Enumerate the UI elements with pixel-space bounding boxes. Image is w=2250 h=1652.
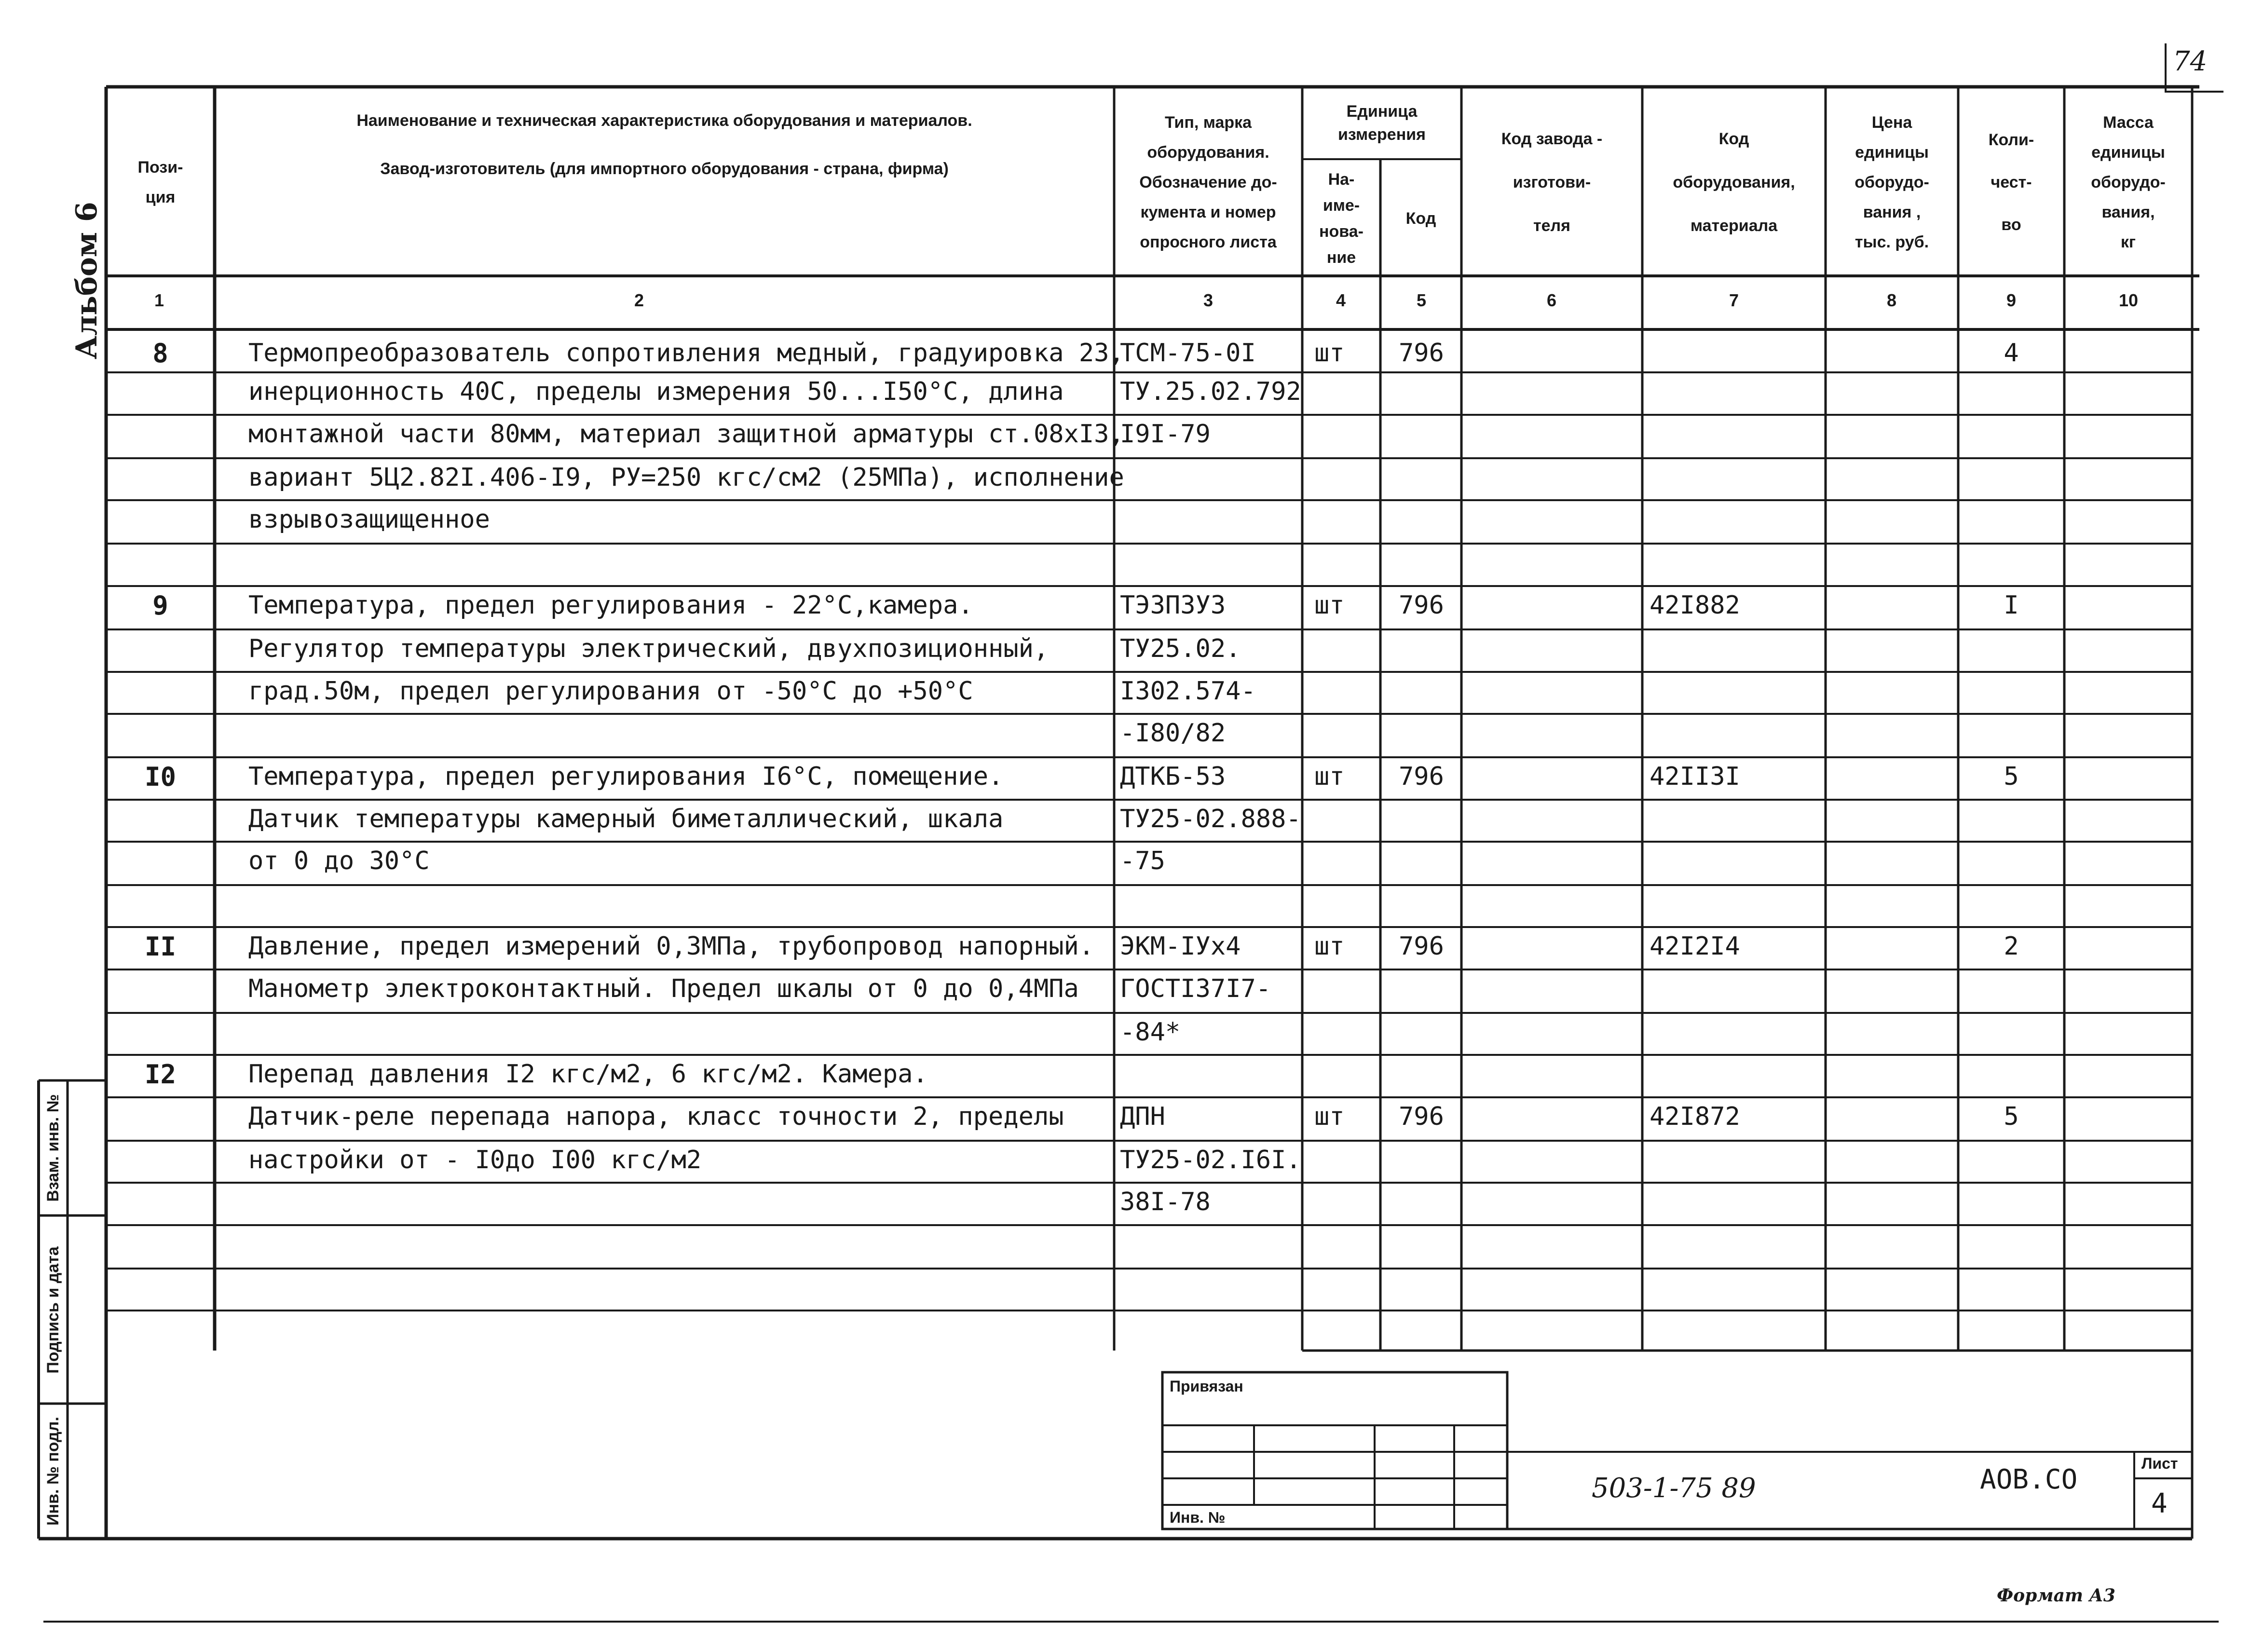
cell-type: -I80/82: [1120, 719, 1226, 748]
cell-code: 796: [1399, 591, 1444, 620]
header-name: Наименование и техническая характеристика оборудования и материалов. Завод-изготовитель (для импортного оборудования - страна, фирма): [356, 111, 972, 178]
header-quantity: Коли- чест- во: [1988, 130, 2034, 234]
cell-qty: 5: [2004, 762, 2019, 791]
col-number: 1: [154, 290, 164, 310]
cell-type: 38I-78: [1120, 1188, 1211, 1216]
inv-number-label: Инв. №: [1170, 1509, 1226, 1526]
header-unit-name: На- име- нова- ние: [1319, 170, 1364, 267]
header-equipment-code: Код оборудования, материала: [1673, 129, 1795, 235]
cell-unit: шт: [1314, 762, 1345, 791]
cell-type: ТУ25-02.888-: [1120, 805, 1301, 833]
cell-qty: 5: [2004, 1102, 2019, 1131]
col-number: 2: [634, 290, 644, 310]
cell-unit: шт: [1314, 932, 1345, 961]
cell-type: ТЭЗПЗУ3: [1120, 591, 1226, 620]
cell-pos: I2: [144, 1059, 177, 1090]
cell-type: ТСМ-75-0I: [1120, 339, 1256, 368]
cell-pos: 9: [152, 590, 168, 621]
cell-unit: шт: [1314, 1102, 1345, 1131]
col-number: 10: [2119, 290, 2139, 310]
cell-type: ТУ.25.02.792: [1120, 377, 1301, 406]
cell-name: монтажной части 80мм, материал защитной арматуры ст.08хI3,: [248, 420, 1124, 449]
col-number: 5: [1417, 290, 1427, 310]
cell-type: ЭКМ-IУх4: [1120, 932, 1241, 961]
cell-qty: 2: [2004, 932, 2019, 961]
cell-name: Давление, предел измерений 0,3МПа, трубопровод напорный.: [248, 932, 1094, 961]
header-unit-group: Единица измерения: [1338, 102, 1426, 144]
cell-type: -75: [1120, 846, 1165, 875]
header-mass: Масса единицы оборудо- вания, кг: [2091, 113, 2166, 251]
cell-type: I9I-79: [1120, 420, 1211, 449]
col-number: 8: [1887, 290, 1897, 310]
cell-qty: 4: [2004, 339, 2019, 368]
cell-code: 796: [1399, 339, 1444, 368]
document-code: АОВ.СО: [1980, 1464, 2078, 1495]
cell-type: ТУ25-02.I6I.: [1120, 1146, 1301, 1174]
document-number: 503-1-75 89: [1592, 1473, 1756, 1504]
cell-name: взрывозащищенное: [248, 505, 490, 534]
cell-code: 796: [1399, 932, 1444, 961]
cell-pos: I0: [144, 762, 177, 792]
col-number: 7: [1729, 290, 1739, 310]
cell-code: 796: [1399, 1102, 1444, 1131]
cell-type: ТУ25.02.: [1120, 634, 1241, 663]
col-number: 9: [2006, 290, 2017, 310]
cell-pos: II: [144, 931, 177, 962]
cell-type: -84*: [1120, 1018, 1181, 1047]
cell-name: Датчик-реле перепада напора, класс точности 2, пределы: [248, 1102, 1064, 1131]
cell-name: Термопреобразователь сопротивления медный, градуировка 23,: [248, 339, 1124, 368]
privyazan-label: Привязан: [1170, 1378, 1243, 1395]
cell-name: Температура, предел регулирования - 22°С,камера.: [248, 591, 973, 620]
col-number: 4: [1336, 290, 1346, 310]
cell-name: инерционность 40С, пределы измерения 50...I50°С, длина: [248, 377, 1064, 406]
inv-podl-label: Инв. № подл.: [44, 1417, 62, 1526]
page-number: 74: [2173, 46, 2208, 77]
cell-eq-code: 42II3I: [1650, 762, 1740, 791]
cell-name: Регулятор температуры электрический, двухпозиционный,: [248, 634, 1049, 663]
cell-name: Датчик температуры камерный биметаллический, шкала: [248, 805, 1004, 833]
cell-name: Перепад давления I2 кгс/м2, 6 кгс/м2. Камера.: [248, 1060, 928, 1089]
header-type: Тип, марка оборудования. Обозначение до- кумента и номер опросного листа: [1139, 113, 1277, 251]
cell-type: ДТКБ-53: [1120, 762, 1226, 791]
cell-eq-code: 42I2I4: [1650, 932, 1740, 961]
cell-name: град.50м, предел регулирования от -50°С до +50°С: [248, 677, 973, 706]
cell-unit: шт: [1314, 591, 1345, 620]
col-number: 6: [1547, 290, 1557, 310]
cell-unit: шт: [1314, 339, 1345, 368]
cell-eq-code: 42I872: [1650, 1102, 1740, 1131]
sheet-number: 4: [2151, 1488, 2168, 1519]
cell-type: ДПН: [1120, 1102, 1165, 1131]
format-label: Формат А3: [1997, 1585, 2115, 1606]
header-unit-code: Код: [1405, 209, 1436, 228]
cell-code: 796: [1399, 762, 1444, 791]
cell-name: настройки от - I0до I00 кгс/м2: [248, 1146, 702, 1174]
col-number: 3: [1203, 290, 1214, 310]
cell-pos: 8: [152, 338, 168, 369]
cell-name: вариант 5Ц2.82I.406-I9, РУ=250 кгс/см2 (25МПа), исполнение: [248, 463, 1124, 492]
cell-name: Манометр электроконтактный. Предел шкалы от 0 до 0,4МПа: [248, 974, 1079, 1003]
album-label: Альбом 6: [70, 202, 104, 359]
header-position: Пози- ция: [137, 158, 183, 206]
cell-eq-code: 42I882: [1650, 591, 1740, 620]
header-price: Цена единицы оборудо- вания , тыс. руб.: [1855, 113, 1929, 251]
cell-name: от 0 до 30°С: [248, 846, 430, 875]
cell-name: Температура, предел регулирования I6°С, помещение.: [248, 762, 1004, 791]
cell-type: ГОСТI37I7-: [1120, 974, 1271, 1003]
sheet-label: Лист: [2141, 1455, 2178, 1472]
header-factory-code: Код завода - изготови- теля: [1501, 129, 1603, 235]
cell-type: I302.574-: [1120, 677, 1256, 706]
vzam-inv-label: Взам. инв. №: [44, 1094, 62, 1202]
cell-qty: I: [2004, 591, 2019, 620]
signature-date-label: Подпись и дата: [44, 1246, 62, 1374]
